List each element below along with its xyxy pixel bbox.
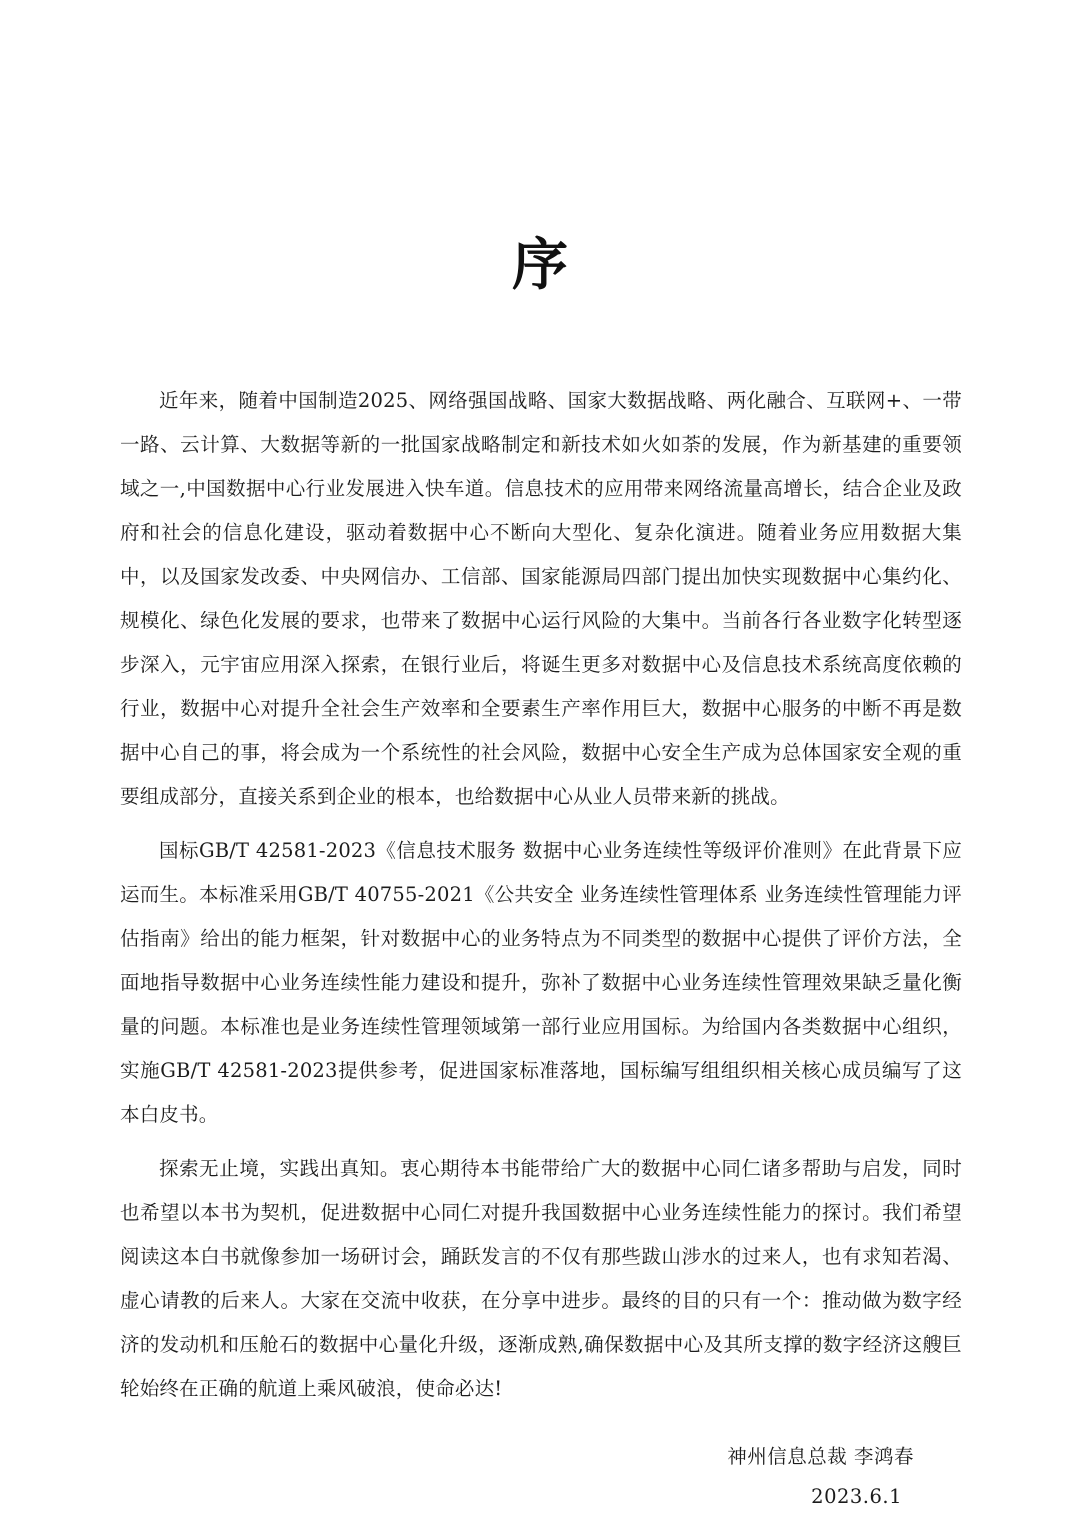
signature-name: 神州信息总裁 李鸿春	[727, 1444, 914, 1468]
document-body	[120, 379, 962, 1411]
paragraph: 探索无止境，实践出真知。衷心期待本书能带给广大的数据中心同仁诸多帮助与启发，同时也希望以本书为契机，促进数据中心同仁对提升我国数据中心业务连续性能力的探讨。我们希望阅读这本白书就像参加一场研讨会，踊跃发言的不仅有那些跋山涉水的过来人，也有求知若渴、虚心请教的后来人。大家在交流中收获，在分享中进步。最终的目的只有一个：推动做为数字经济的发动机和压舱石的数据中心量化升级，逐渐成熟,确保数据中心及其所支撑的数字经济这艘巨轮始终在正确的航道上乘风破浪，使命必达!	[120, 1156, 962, 1400]
signature-date: 2023.6.1	[811, 1484, 902, 1508]
signature-block	[120, 1437, 962, 1517]
page-title: 序	[512, 232, 570, 298]
paragraph: 近年来，随着中国制造2025、网络强国战略、国家大数据战略、两化融合、互联网+、一带一路、云计算、大数据等新的一批国家战略制定和新技术如火如荼的发展，作为新基建的重要领域之一,中国数据中心行业发展进入快车道。信息技术的应用带来网络流量高增长，结合企业及政府和社会的信息化建设，驱动着数据中心不断向大型化、复杂化演进。随着业务应用数据大集中，以及国家发改委、中央网信办、工信部、国家能源局四部门提出加快实现数据中心集约化、规模化、绿色化发展的要求，也带来了数据中心运行风险的大集中。当前各行各业数字化转型逐步深入，元宇宙应用深入探索，在银行业后，将诞生更多对数据中心及信息技术系统高度依赖的行业，数据中心对提升全社会生产效率和全要素生产率作用巨大，数据中心服务的中断不再是数据中心自己的事，将会成为一个系统性的社会风险，数据中心安全生产成为总体国家安全观的重要组成部分，直接关系到企业的根本，也给数据中心从业人员带来新的挑战。	[120, 388, 962, 808]
paragraph: 国标GB/T 42581-2023《信息技术服务 数据中心业务连续性等级评价准则》在此背景下应运而生。本标准采用GB/T 40755-2021《公共安全 业务连续性管理体系 业务连续性管理能力评估指南》给出的能力框架，针对数据中心的业务特点为不同类型的数据中心提供了评价方法，全面地指导数据中心业务连续性能力建设和提升，弥补了数据中心业务连续性管理效果缺乏量化衡量的问题。本标准也是业务连续性管理领域第一部行业应用国标。为给国内各类数据中心组织，实施GB/T 42581-2023提供参考，促进国家标准落地，国标编写组组织相关核心成员编写了这本白皮书。	[120, 838, 962, 1126]
